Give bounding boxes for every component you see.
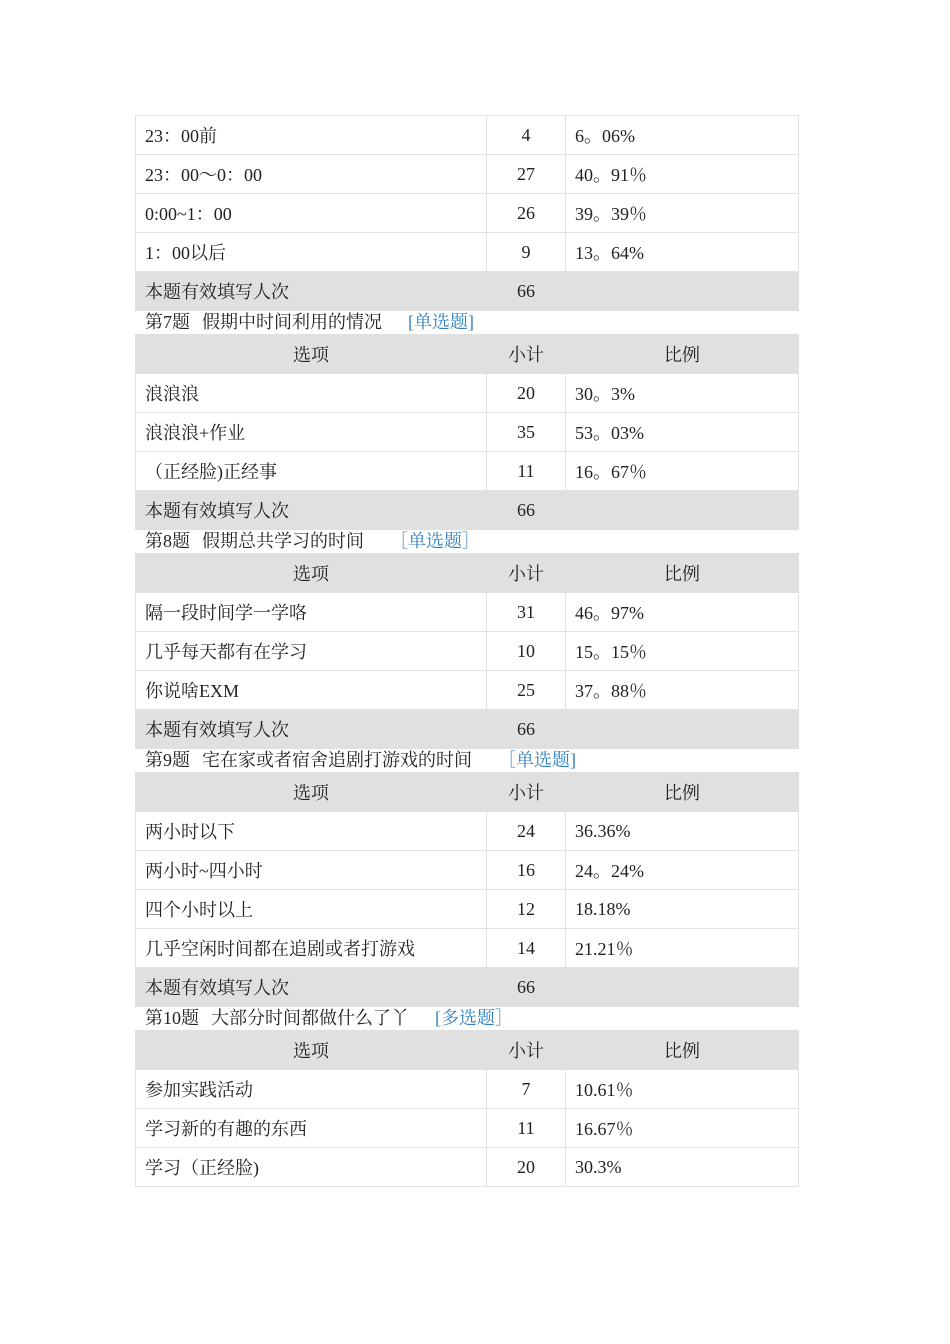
percent-cell: 40。91％ [566,155,799,194]
total-label: 本题有效填写人次 [136,272,487,311]
count-cell: 7 [487,1070,566,1109]
total-count: 66 [487,710,566,749]
survey-document [135,115,798,1187]
header-ratio: 比例 [566,335,799,374]
question-type-tag: [单选题] [408,312,474,332]
percent-cell: 39。39％ [566,194,799,233]
option-cell: 1：00以后 [136,233,487,272]
results-table [135,334,799,530]
table-row [136,593,799,632]
table-row [136,1070,799,1109]
option-cell: 23：00～0：00 [136,155,487,194]
option-cell: 学习新的有趣的东西 [136,1109,487,1148]
option-cell: 浪浪浪+作业 [136,413,487,452]
header-count: 小计 [487,1031,566,1070]
header-ratio: 比例 [566,1031,799,1070]
header-count: 小计 [487,773,566,812]
header-count: 小计 [487,335,566,374]
count-cell: 11 [487,1109,566,1148]
question-title [135,530,798,553]
total-empty [566,272,799,311]
total-row [136,272,799,311]
table-row [136,1109,799,1148]
percent-cell: 6。06% [566,116,799,155]
total-empty [566,710,799,749]
question-text: 宅在家或者宿舍追剧打游戏的时间 [202,750,472,770]
option-cell: 四个小时以上 [136,890,487,929]
total-label: 本题有效填写人次 [136,710,487,749]
question-number: 第7题 [145,312,190,332]
percent-cell: 36.36% [566,812,799,851]
table-row [136,1148,799,1187]
question-type-tag: ［单选题] [498,750,576,770]
percent-cell: 18.18% [566,890,799,929]
question-type-tag: [多选题］ [435,1008,513,1028]
percent-cell: 21.21％ [566,929,799,968]
question-text: 假期中时间利用的情况 [202,312,382,332]
option-cell: 你说啥EXM [136,671,487,710]
option-cell: 23：00前 [136,116,487,155]
count-cell: 12 [487,890,566,929]
table-row [136,233,799,272]
option-cell: 两小时~四小时 [136,851,487,890]
count-cell: 4 [487,116,566,155]
header-option: 选项 [136,1031,487,1070]
percent-cell: 24。24% [566,851,799,890]
table-row [136,116,799,155]
table-row [136,194,799,233]
question-title [135,1007,798,1030]
option-cell: 学习（正经脸) [136,1148,487,1187]
table-header-row [136,335,799,374]
count-cell: 20 [487,374,566,413]
header-ratio: 比例 [566,773,799,812]
table-header-row [136,773,799,812]
option-cell: 隔一段时间学一学咯 [136,593,487,632]
table-row [136,452,799,491]
option-cell: 几乎每天都有在学习 [136,632,487,671]
table-row [136,155,799,194]
header-option: 选项 [136,335,487,374]
percent-cell: 15。15％ [566,632,799,671]
question-number: 第8题 [145,531,190,551]
option-cell: 参加实践活动 [136,1070,487,1109]
header-ratio: 比例 [566,554,799,593]
count-cell: 11 [487,452,566,491]
count-cell: 9 [487,233,566,272]
question-number: 第9题 [145,750,190,770]
total-label: 本题有效填写人次 [136,491,487,530]
count-cell: 24 [487,812,566,851]
table-header-row [136,554,799,593]
total-row [136,710,799,749]
percent-cell: 10.61％ [566,1070,799,1109]
percent-cell: 46。97% [566,593,799,632]
question-text: 假期总共学习的时间 [202,531,364,551]
total-empty [566,491,799,530]
percent-cell: 30.3% [566,1148,799,1187]
question-text: 大部分时间都做什么了丫 [211,1008,409,1028]
option-cell: 0:00~1：00 [136,194,487,233]
header-option: 选项 [136,773,487,812]
count-cell: 10 [487,632,566,671]
count-cell: 27 [487,155,566,194]
table-row [136,632,799,671]
count-cell: 35 [487,413,566,452]
total-count: 66 [487,491,566,530]
count-cell: 31 [487,593,566,632]
question-title [135,749,798,772]
percent-cell: 16.67％ [566,1109,799,1148]
percent-cell: 30。3% [566,374,799,413]
results-table [135,553,799,749]
option-cell: （正经脸)正经事 [136,452,487,491]
total-count: 66 [487,272,566,311]
option-cell: 几乎空闲时间都在追剧或者打游戏 [136,929,487,968]
table-row [136,929,799,968]
option-cell: 两小时以下 [136,812,487,851]
percent-cell: 53。03% [566,413,799,452]
count-cell: 25 [487,671,566,710]
percent-cell: 16。67％ [566,452,799,491]
total-count: 66 [487,968,566,1007]
count-cell: 14 [487,929,566,968]
percent-cell: 37。88％ [566,671,799,710]
total-empty [566,968,799,1007]
count-cell: 16 [487,851,566,890]
table-row [136,851,799,890]
table-row [136,812,799,851]
question-title [135,311,798,334]
question-type-tag: ［单选题］ [390,531,480,551]
table-row [136,413,799,452]
table-row [136,374,799,413]
count-cell: 26 [487,194,566,233]
header-count: 小计 [487,554,566,593]
header-option: 选项 [136,554,487,593]
count-cell: 20 [487,1148,566,1187]
option-cell: 浪浪浪 [136,374,487,413]
question-number: 第10题 [145,1008,199,1028]
total-label: 本题有效填写人次 [136,968,487,1007]
results-table [135,1030,799,1187]
total-row [136,968,799,1007]
table-header-row [136,1031,799,1070]
results-table [135,115,799,311]
table-row [136,890,799,929]
total-row [136,491,799,530]
percent-cell: 13。64% [566,233,799,272]
results-table [135,772,799,1007]
table-row [136,671,799,710]
